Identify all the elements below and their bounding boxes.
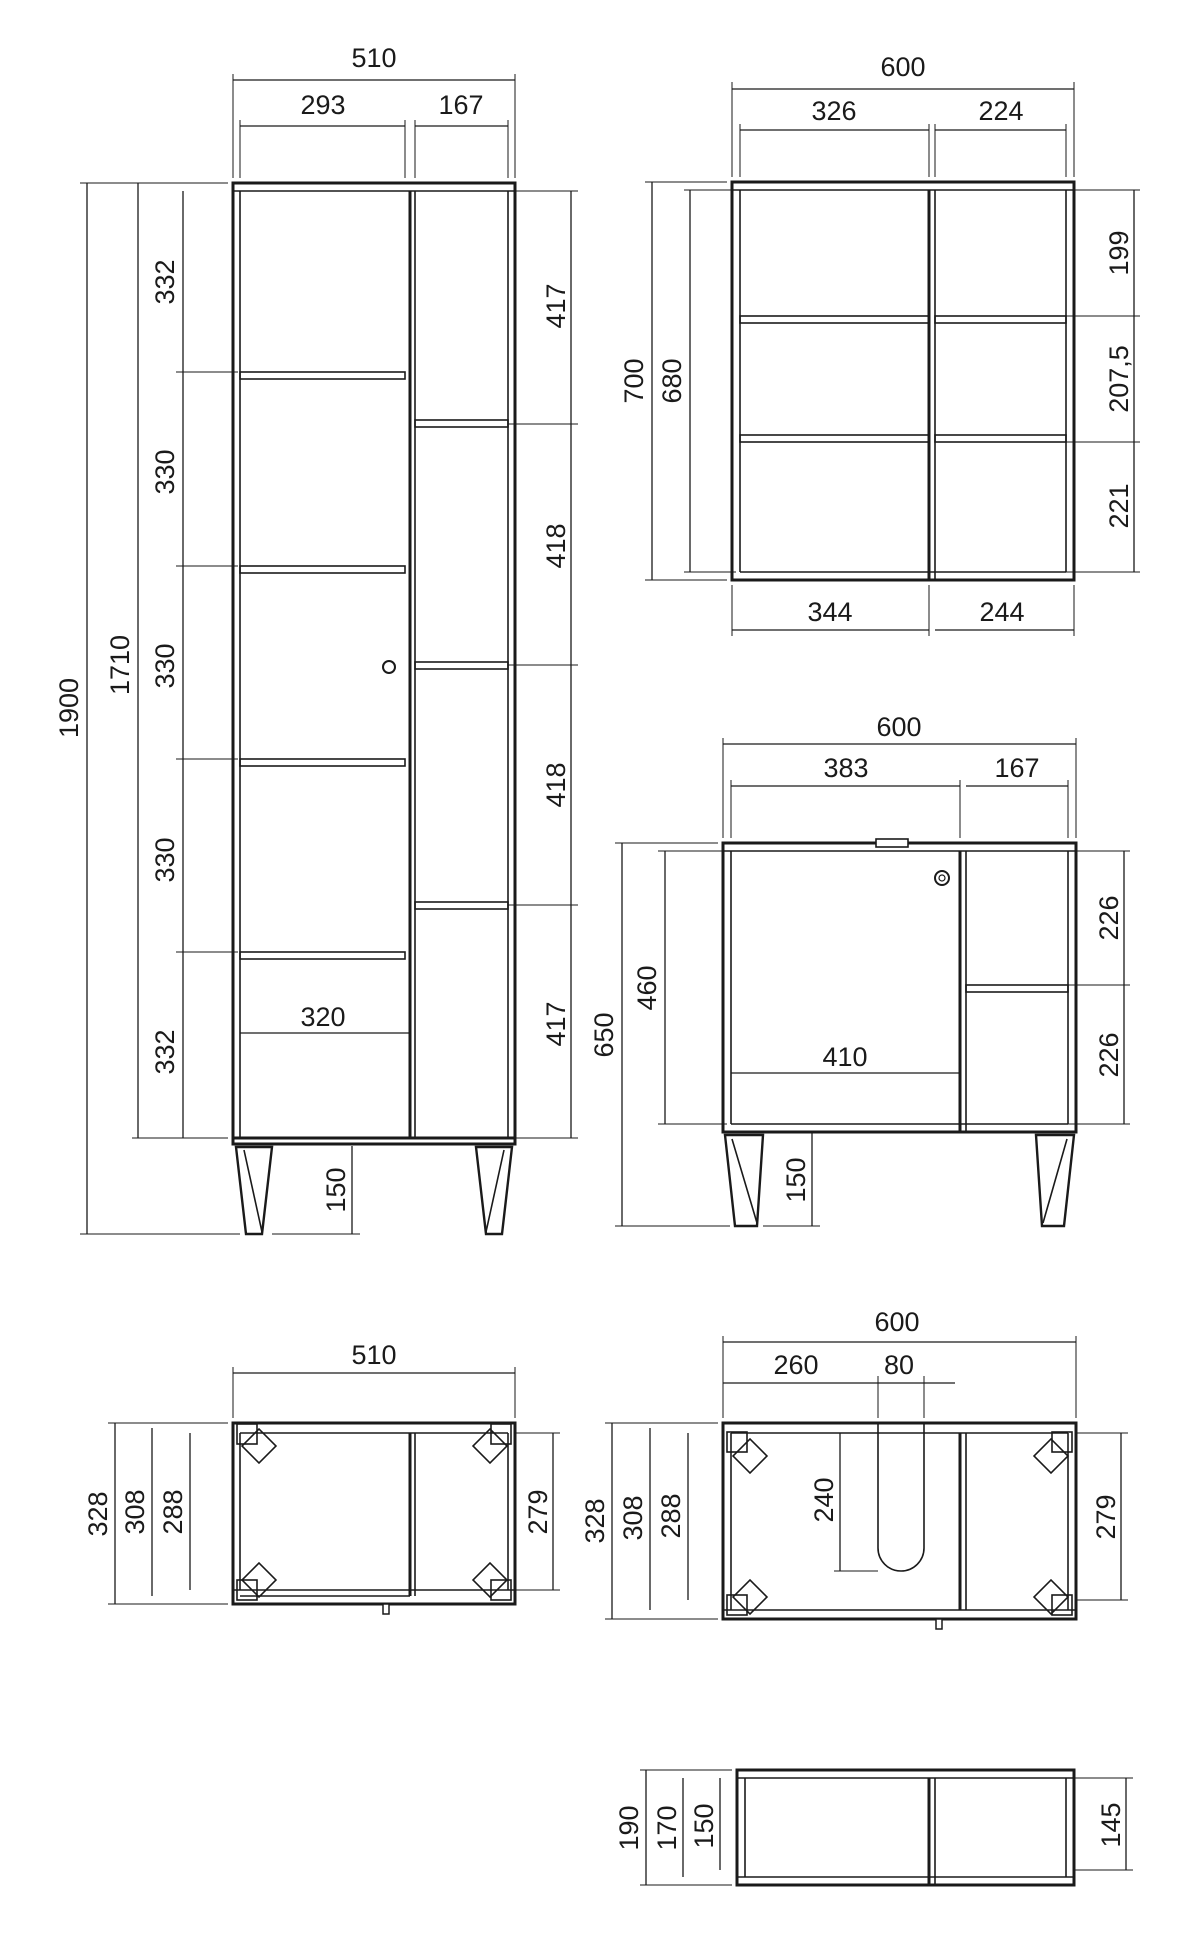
sink-cabinet-plan-view	[580, 1307, 1128, 1629]
tall-right-section-1: 417	[541, 283, 571, 329]
wall-cabinet-shelves	[740, 316, 1066, 442]
sink-front-width-total: 600	[876, 712, 922, 742]
wall-front-width-bottom-right: 244	[979, 597, 1025, 627]
sink-plan-cutout-depth: 240	[809, 1477, 839, 1523]
tall-left-section-2: 330	[150, 449, 180, 495]
tall-right-section-3: 418	[541, 762, 571, 808]
wall-front-width-total: 600	[880, 52, 926, 82]
tall-front-width-total: 510	[351, 43, 397, 73]
tall-plan-depth-1: 328	[83, 1491, 113, 1537]
shelf-section-height-1: 190	[614, 1805, 644, 1851]
sink-plan-leg-markers	[727, 1432, 1072, 1615]
wall-right-section-3: 221	[1104, 483, 1134, 529]
wall-front-right-section-dims	[1066, 190, 1140, 572]
tall-front-right-section-dims	[508, 191, 578, 1138]
wall-right-section-1: 199	[1104, 230, 1134, 276]
tall-front-width-right: 167	[438, 90, 484, 120]
sink-front-width-left: 383	[823, 753, 869, 783]
wall-right-section-2: 207,5	[1104, 345, 1134, 413]
sink-plan-right-depth: 279	[1091, 1494, 1121, 1540]
tall-cabinet-left-shelves	[240, 372, 405, 959]
sink-cabinet-front-view	[589, 712, 1130, 1226]
tall-front-height-body: 1710	[105, 634, 135, 696]
sink-plan-cutout-width: 80	[883, 1350, 915, 1380]
sink-right-section-1: 226	[1094, 895, 1124, 941]
sink-right-section-2: 226	[1094, 1032, 1124, 1078]
tall-cabinet-right-shelves	[415, 420, 508, 909]
tall-cabinet-plan-view	[83, 1340, 560, 1614]
tall-front-left-section-dims	[150, 191, 238, 1138]
tall-front-inner-width: 320	[300, 1002, 346, 1032]
tall-cabinet-outline	[233, 183, 515, 1144]
tall-plan-width: 510	[351, 1340, 397, 1370]
shelf-section-right-height: 145	[1096, 1802, 1126, 1848]
sink-plan-width: 600	[874, 1307, 920, 1337]
tall-plan-depth-3: 288	[158, 1489, 188, 1535]
tall-cabinet-front-view	[54, 43, 578, 1234]
shelf-section-height-2: 170	[652, 1805, 682, 1851]
tall-left-section-3: 330	[150, 643, 180, 689]
sink-front-width-right: 167	[994, 753, 1040, 783]
tall-plan-outline	[233, 1423, 515, 1604]
tall-right-section-4: 417	[541, 1001, 571, 1047]
wall-front-height-inner: 680	[657, 358, 687, 404]
tall-front-height-total: 1900	[54, 677, 84, 739]
tall-left-section-5: 332	[150, 1029, 180, 1075]
sink-cabinet-legs	[725, 1135, 1074, 1226]
sink-plan-outline	[723, 1423, 1076, 1619]
tall-plan-leg-markers	[237, 1424, 511, 1600]
wall-front-width-bottom-left: 344	[807, 597, 853, 627]
sink-plan-pipe-cutout	[878, 1423, 924, 1571]
tall-left-section-4: 330	[150, 837, 180, 883]
sink-plan-depth-1: 328	[580, 1498, 610, 1544]
sink-plan-depth-2: 308	[618, 1495, 648, 1541]
tall-cabinet-knob	[383, 661, 395, 673]
tall-front-leg-height: 150	[321, 1167, 351, 1213]
wall-cabinet-outline	[732, 182, 1074, 580]
sink-plan-depth-3: 288	[656, 1493, 686, 1539]
wall-front-width-top-right: 224	[978, 96, 1024, 126]
sink-front-leg-height: 150	[781, 1157, 811, 1203]
sink-plan-hinge	[936, 1619, 942, 1629]
shelf-section-view	[614, 1770, 1133, 1885]
sink-front-height-total: 650	[589, 1012, 619, 1058]
tall-right-section-2: 418	[541, 523, 571, 569]
wall-front-height-outer: 700	[619, 358, 649, 404]
sink-front-inner-width: 410	[822, 1042, 868, 1072]
tall-plan-right-depth: 279	[523, 1489, 553, 1535]
sink-cabinet-outline	[723, 843, 1076, 1132]
wall-cabinet-front-view	[619, 52, 1140, 636]
tall-cabinet-legs	[236, 1147, 512, 1234]
sink-front-height-body: 460	[632, 965, 662, 1011]
tall-front-width-left: 293	[300, 90, 346, 120]
wall-front-width-top-left: 326	[811, 96, 857, 126]
shelf-section-height-3: 150	[689, 1803, 719, 1849]
shelf-section-outline	[737, 1770, 1074, 1885]
tall-plan-depth-2: 308	[120, 1489, 150, 1535]
tall-plan-hinge	[383, 1604, 389, 1614]
sink-plan-cutout-offset: 260	[773, 1350, 819, 1380]
tall-left-section-1: 332	[150, 259, 180, 305]
sink-drain-notch	[876, 839, 908, 847]
